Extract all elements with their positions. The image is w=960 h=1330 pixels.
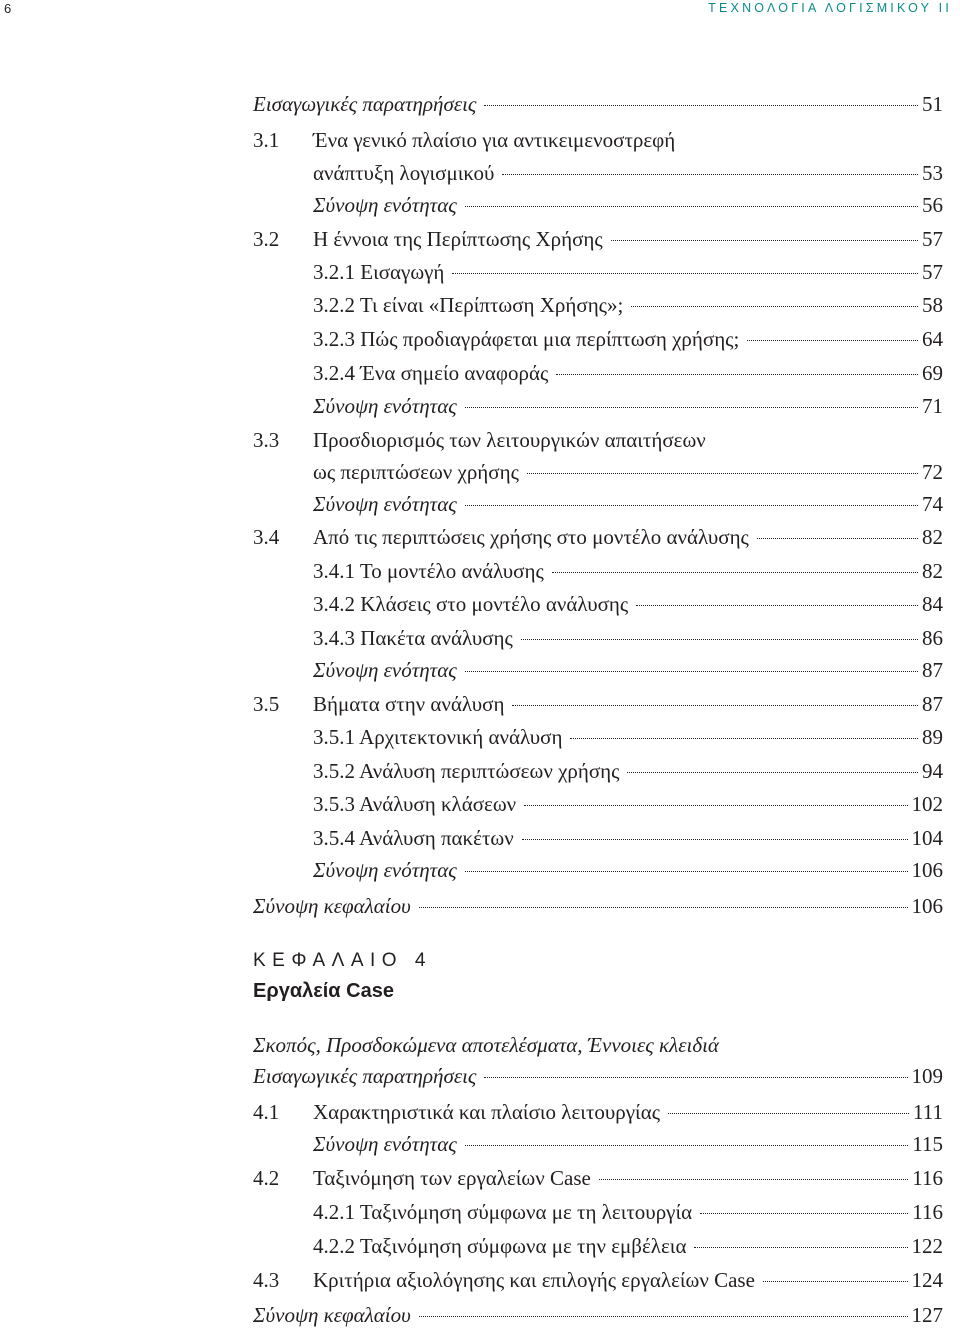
toc-label: Εισαγωγικές παρατηρήσεις: [253, 1064, 477, 1088]
toc-entry-summary: [253, 489, 943, 519]
toc-page: 69: [922, 361, 943, 385]
toc-label: Κριτήρια αξιολόγησης και επιλογής εργαλείων Case: [313, 1268, 755, 1292]
toc-label: 3.5.4 Ανάλυση πακέτων: [313, 826, 514, 850]
dot-leader: [502, 174, 918, 175]
toc-label: Από τις περιπτώσεις χρήσης στο μοντέλο ανάλυσης: [313, 525, 749, 549]
dot-leader: [552, 572, 918, 573]
toc-label: ανάπτυξη λογισμικού: [313, 161, 495, 185]
toc-page: 106: [911, 894, 943, 918]
toc-entry-section: [253, 425, 943, 455]
dot-leader: [419, 1316, 908, 1317]
dot-leader: [668, 1113, 909, 1114]
toc-page: 72: [922, 460, 943, 484]
toc-page: 51: [922, 92, 943, 116]
toc-page: 89: [922, 725, 943, 749]
dot-leader: [465, 505, 918, 506]
toc-page: 58: [922, 293, 943, 317]
dot-leader: [465, 1145, 909, 1146]
toc-label: Η έννοια της Περίπτωσης Χρήσης: [313, 227, 603, 251]
toc-label: Σύνοψη ενότητας: [313, 394, 457, 418]
dot-leader: [694, 1247, 907, 1248]
toc-page: 102: [911, 792, 943, 816]
toc-entry-subsection: [253, 589, 943, 619]
toc-label: Σκοπός, Προσδοκώμενα αποτελέσματα, Έννοιες κλειδιά: [253, 1033, 719, 1057]
toc-label: Σύνοψη κεφαλαίου: [253, 894, 411, 918]
page-number: 6: [4, 1, 12, 16]
toc-entry-section: [253, 522, 943, 552]
toc-label: Σύνοψη ενότητας: [313, 858, 457, 882]
toc-label: 4.2.2 Ταξινόμηση σύμφωνα με την εμβέλεια: [313, 1234, 687, 1258]
toc-page: 82: [922, 525, 943, 549]
toc-page: 109: [911, 1064, 943, 1088]
dot-leader: [700, 1213, 908, 1214]
dot-leader: [522, 839, 908, 840]
toc-entry-subsection: [253, 722, 943, 752]
toc-label: Προσδιορισμός των λειτουργικών απαιτήσεων: [313, 428, 706, 452]
dot-leader: [631, 306, 918, 307]
toc-entry-intro: [253, 1061, 943, 1091]
dot-leader: [527, 473, 918, 474]
section-number: 3.5: [253, 692, 280, 716]
toc-page: 115: [912, 1132, 943, 1156]
chapter-label: ΚΕΦΑΛΑΙΟ 4: [253, 950, 432, 971]
toc-page: 84: [922, 592, 943, 616]
toc-entry-section: [253, 125, 943, 155]
toc-label: Σύνοψη ενότητας: [313, 193, 457, 217]
toc-entry-subsection: [253, 756, 943, 786]
section-number: 3.3: [253, 428, 280, 452]
toc-entry-subsection: [253, 1231, 943, 1261]
dot-leader: [611, 240, 918, 241]
toc-entry-subsection: [253, 290, 943, 320]
toc-page: 86: [922, 626, 943, 650]
toc-label: Ένα γενικό πλαίσιο για αντικειμενοστρεφή: [313, 128, 676, 152]
toc-page: 124: [911, 1268, 943, 1292]
toc-label: 3.2.2 Τι είναι «Περίπτωση Χρήσης»;: [313, 293, 624, 317]
toc-entry-summary: [253, 190, 943, 220]
toc-entry-subsection: [253, 324, 943, 354]
dot-leader: [524, 805, 907, 806]
dot-leader: [521, 639, 918, 640]
toc-entry-subsection: [253, 789, 943, 819]
toc-page: 94: [922, 759, 943, 783]
toc-label: 3.5.2 Ανάλυση περιπτώσεων χρήσης: [313, 759, 620, 783]
toc-entry-subsection: [253, 1197, 943, 1227]
toc-entry-chapter-summary: [253, 1300, 943, 1330]
toc-label: 3.4.2 Κλάσεις στο μοντέλο ανάλυσης: [313, 592, 629, 616]
toc-label: 3.4.1 Το μοντέλο ανάλυσης: [313, 559, 544, 583]
dot-leader: [465, 206, 918, 207]
toc-label: ως περιπτώσεων χρήσης: [313, 460, 519, 484]
dot-leader: [556, 374, 918, 375]
dot-leader: [465, 871, 908, 872]
toc-entry-section: [253, 689, 943, 719]
toc-entry-section: [253, 1097, 943, 1127]
toc-label: Σύνοψη ενότητας: [313, 1132, 457, 1156]
toc-entry-subsection: [253, 257, 943, 287]
toc-page: 53: [922, 161, 943, 185]
toc-page: 122: [911, 1234, 943, 1258]
toc-entry-continuation: [253, 158, 943, 188]
dot-leader: [452, 273, 918, 274]
toc-entry-summary: [253, 855, 943, 885]
toc-label: 3.2.1 Εισαγωγή: [313, 260, 445, 284]
toc-label: 3.5.1 Αρχιτεκτονική ανάλυση: [313, 725, 563, 749]
toc-entry-section: [253, 224, 943, 254]
section-number: 4.2: [253, 1166, 280, 1190]
toc-page: 111: [913, 1100, 943, 1124]
dot-leader: [757, 538, 918, 539]
toc-page: 64: [922, 327, 943, 351]
toc-page: 87: [922, 658, 943, 682]
toc-label: Εισαγωγικές παρατηρήσεις: [253, 92, 477, 116]
toc-entry-subsection: [253, 556, 943, 586]
page-header: [0, 0, 960, 20]
chapter-title: Εργαλεία Case: [253, 980, 394, 1002]
toc-page: 57: [922, 260, 943, 284]
dot-leader: [465, 671, 918, 672]
section-number: 3.4: [253, 525, 280, 549]
dot-leader: [636, 605, 918, 606]
section-number: 4.1: [253, 1100, 280, 1124]
toc-label: Σύνοψη ενότητας: [313, 492, 457, 516]
toc-label: Σύνοψη κεφαλαίου: [253, 1303, 411, 1327]
toc-label: 3.4.3 Πακέτα ανάλυσης: [313, 626, 513, 650]
dot-leader: [484, 105, 918, 106]
toc-label: Σύνοψη ενότητας: [313, 658, 457, 682]
dot-leader: [627, 772, 918, 773]
toc-label: Βήματα στην ανάλυση: [313, 692, 505, 716]
toc-page: 57: [922, 227, 943, 251]
toc-entry-continuation: [253, 457, 943, 487]
toc-entry-subsection: [253, 823, 943, 853]
toc-label: Ταξινόμηση των εργαλείων Case: [313, 1166, 591, 1190]
toc-page: 116: [912, 1166, 943, 1190]
toc-label: Χαρακτηριστικά και πλαίσιο λειτουργίας: [313, 1100, 661, 1124]
toc-entry-summary: [253, 1129, 943, 1159]
dot-leader: [419, 907, 908, 908]
toc-entry-section: [253, 1163, 943, 1193]
running-head: ΤΕΧΝΟΛΟΓΙΑ ΛΟΓΙΣΜΙΚΟΥ ΙΙ: [708, 1, 952, 15]
dot-leader: [512, 705, 918, 706]
toc-page: 82: [922, 559, 943, 583]
dot-leader: [465, 407, 918, 408]
toc-page: 127: [911, 1303, 943, 1327]
toc-page: 104: [911, 826, 943, 850]
toc-page: 106: [911, 858, 943, 882]
toc-entry-section: [253, 1265, 943, 1295]
dot-leader: [763, 1281, 908, 1282]
toc-entry-chapter-summary: [253, 891, 943, 921]
toc-page: 56: [922, 193, 943, 217]
toc-label: 4.2.1 Ταξινόμηση σύμφωνα με τη λειτουργία: [313, 1200, 693, 1224]
toc-page: 74: [922, 492, 943, 516]
dot-leader: [747, 340, 918, 341]
section-number: 3.2: [253, 227, 280, 251]
toc-label: 3.2.3 Πώς προδιαγράφεται μια περίπτωση χρήσης;: [313, 327, 740, 351]
toc-entry-subsection: [253, 358, 943, 388]
toc-label: 3.5.3 Ανάλυση κλάσεων: [313, 792, 517, 816]
toc-entry-objectives: [253, 1030, 943, 1060]
toc-page: 71: [922, 394, 943, 418]
toc-entry-intro: [253, 89, 943, 119]
dot-leader: [599, 1179, 908, 1180]
toc-page: 116: [912, 1200, 943, 1224]
dot-leader: [570, 738, 918, 739]
section-number: 3.1: [253, 128, 280, 152]
toc-entry-summary: [253, 391, 943, 421]
toc-entry-subsection: [253, 623, 943, 653]
toc-entry-summary: [253, 655, 943, 685]
dot-leader: [484, 1077, 907, 1078]
section-number: 4.3: [253, 1268, 280, 1292]
toc-label: 3.2.4 Ένα σημείο αναφοράς: [313, 361, 549, 385]
toc-page: 87: [922, 692, 943, 716]
